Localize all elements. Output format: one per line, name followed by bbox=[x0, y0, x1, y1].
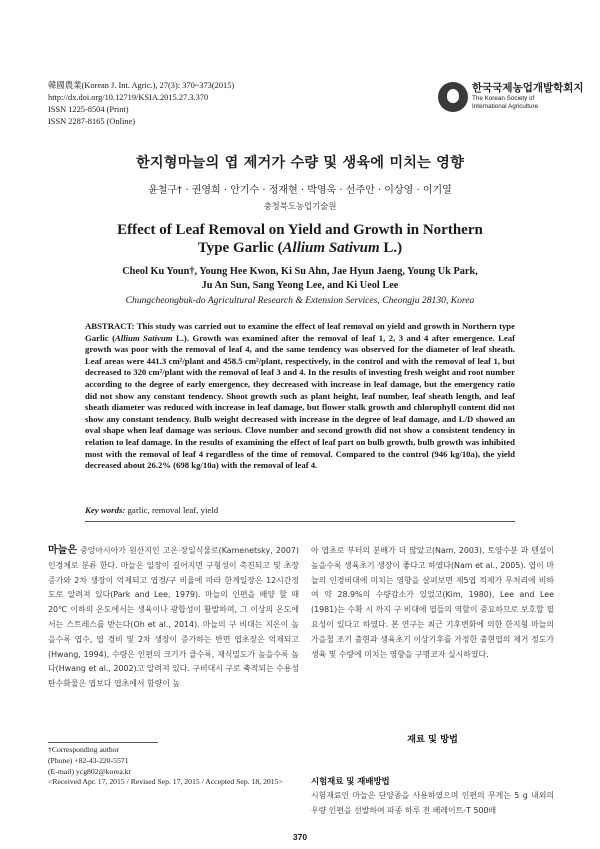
divider bbox=[85, 521, 515, 522]
footnote-divider bbox=[48, 742, 158, 743]
footnote bbox=[48, 745, 283, 788]
species-name: Allium Sativum bbox=[282, 240, 380, 256]
journal-citation: 韓國農業(Korean J. Int. Agric.), 27(3): 370~373(2015) bbox=[48, 81, 235, 90]
affiliation-korean: 충청북도농업기술원 bbox=[263, 201, 337, 211]
title-part: Type Garlic ( bbox=[197, 240, 283, 256]
title-english-line1: Effect of Leaf Removal on Yield and Growth in Northern bbox=[117, 222, 483, 238]
keywords-label: Key words: bbox=[85, 505, 126, 515]
keywords-text: garlic, removal leaf, yield bbox=[125, 505, 219, 515]
subsection-title: 시험재료 및 재배방법 bbox=[311, 776, 390, 786]
authors-korean: 윤철구† · 권영희 · 안기수 · 정재현 · 박영욱 · 선주안 · 이상영 · 이기열 bbox=[148, 185, 452, 196]
affiliation-english: Chungcheongbuk-do Agricultural Research & Extension Services, Cheongju 28130, Korea bbox=[125, 295, 475, 306]
keywords bbox=[85, 505, 218, 515]
society-logo bbox=[438, 78, 584, 118]
abstract-label: ABSTRACT: bbox=[85, 321, 135, 331]
author-email[interactable]: (E-mail) ycg802@korea.kr bbox=[48, 766, 132, 776]
title-english-line2 bbox=[40, 240, 560, 257]
section-title: 재료 및 방법 bbox=[407, 734, 458, 745]
society-name-ko: 한국국제농업개발학회지 bbox=[472, 82, 584, 94]
society-name-en: The Korean Society of International Agriculture bbox=[472, 95, 539, 110]
authors-english-line1: Cheol Ku Youn†, Young Hee Kwon, Ki Su Ahn, Jae Hyun Jaeng, Young Uk Park, bbox=[122, 266, 478, 277]
garlic-emblem-icon bbox=[438, 82, 468, 112]
body-right-column: 아 엽초로 부터의 분배가 더 많았고(Nam, 2003), 토양수분 과 텐셜이 높을수록 생육초기 생장이 좋다고 하였다(Nam et al., 2005). 엽이 마늘의 인경비대에 미치는 영향을 살펴보면 제5엽 적제가 무처리에 비하여 약 28.9%의 수량감소가 있었고(Kim, 1980), Lee and Lee (1981)는 수확 시 까지 구 비대에 엽들의 역할이 중요하므로 보호할 필요성이 있다고 하였다. 본 연구는 최근 기후변화에 의한 한지형 마늘의 가을철 조기 출현과 생육초기 이상기후를 가정한 출현엽의 제거 정도가 생육 및 수량에 미치는 영향을 구명코자 실시하였다. bbox=[311, 546, 554, 659]
issn-print: ISSN 1225-8504 (Print) bbox=[48, 105, 129, 114]
intro-text: 중앙아시아가 원산지인 고온·장일식물로(Kamenetsky, 2007) 인경체로 분류 한다. 마늘은 일장이 길어지면 구형성이 촉진되고 및 초장증가와 2차 생장이 억제되고 엽경/구 비율에 따라 한계일장은 12시간정도로 알려져 있다(Park and Lee, 1979). 마늘의 인편을 배양 할 때 20℃ 이하의 온도에서는 생육이나 광합성이 활발하며, 그 이상의 온도에서는 스트레스를 받는다(Oh et al., 2014). 마늘의 구 비대는 지온이 높을수록 엽수, 엽 경비 및 2차 생장이 증가하는 반면 엽초장은 억제되고(Hwang, 1994), 수량은 인편의 크기가 클수록, 재식밀도가 높을수록 높다(Hwang et al., 2002)고 알려져 있다. 구비대시 구로 축적되는 수용성 탄수화물은 엽보다 엽초에서 함량이 높 bbox=[48, 546, 299, 689]
corresponding-author: †Corresponding author bbox=[48, 745, 120, 754]
body-left-column bbox=[48, 544, 299, 692]
intro-lead-word: 마늘은 bbox=[48, 545, 77, 556]
page-number: 370 bbox=[292, 832, 308, 842]
issn-online: ISSN 2287-8165 (Online) bbox=[48, 117, 136, 126]
authors-english-line2: Ju An Sun, Sang Yeong Lee, and Ki Ueol Lee bbox=[201, 280, 399, 291]
submission-dates: <Received Apr. 17, 2015 / Revised Sep. 17, 2015 / Accepted Sep. 18, 2015> bbox=[48, 777, 283, 787]
author-phone: (Phone) +82-43-220-5571 bbox=[48, 755, 129, 765]
abstract-text: L.). Growth was examined after the removal of leaf 1, 2, 3 and 4 after emergence. Leaf growth was poor with the removal of leaf 4, and the same tendency was observed for the diameter of leaf sheath. Leaf areas were 441.3 cm²/plant and 458.5 cm²/plant, respectively, in the control and with the removal of leaf 1, but decreased to 320 cm²/plant with the removal of leaf 3 and 4. In the results of investing fresh weight and root number according to the degree of early emergence, they decreased with increase in leaf damage, but the emergency ratio did not show any constant tendency. Shoot growth such as plant height, leaf number, leaf sheath length, and leaf sheath diameter was reduced with increase in leaf damage, but flower stalk growth and chlorophyll content did not show any constant tendency. Bulb weight decreased with increase in the degree of leaf damage, and L/D showed an oval shape when leaf damage was serious. Clove number and second growth did not show a consistent tendency in relation to leaf damage. In the results of examining the effect of leaf part on bulb growth, bulb growth was inhibited most with the removal of leaf 4 regardless of the time of removal. Compared to the control (946 kg/10a), the yield decreased about 26.2% (698 kg/10a) with the removal of leaf 4. bbox=[85, 332, 515, 471]
doi-link[interactable]: http://dx.doi.org/10.12719/KSIA.2015.27.3.370 bbox=[48, 93, 209, 102]
title-part: L.) bbox=[379, 240, 403, 256]
abstract bbox=[85, 321, 515, 472]
abstract-species: Allium Sativum bbox=[114, 332, 173, 343]
abstract-text: This study was carried out to examine the effect of leaf removal on yield and growth in Northern type Garlic ( bbox=[85, 321, 515, 343]
title-korean: 한지형마늘의 엽 제거가 수량 및 생육에 미치는 영향 bbox=[136, 155, 464, 171]
methods-text: 시험재료인 마늘은 단양종을 사용하였으며 인편의 무게는 5 g 내외의 우량 인편을 선발하여 파종 하루 전 베레이트-T 500배 bbox=[311, 791, 554, 815]
